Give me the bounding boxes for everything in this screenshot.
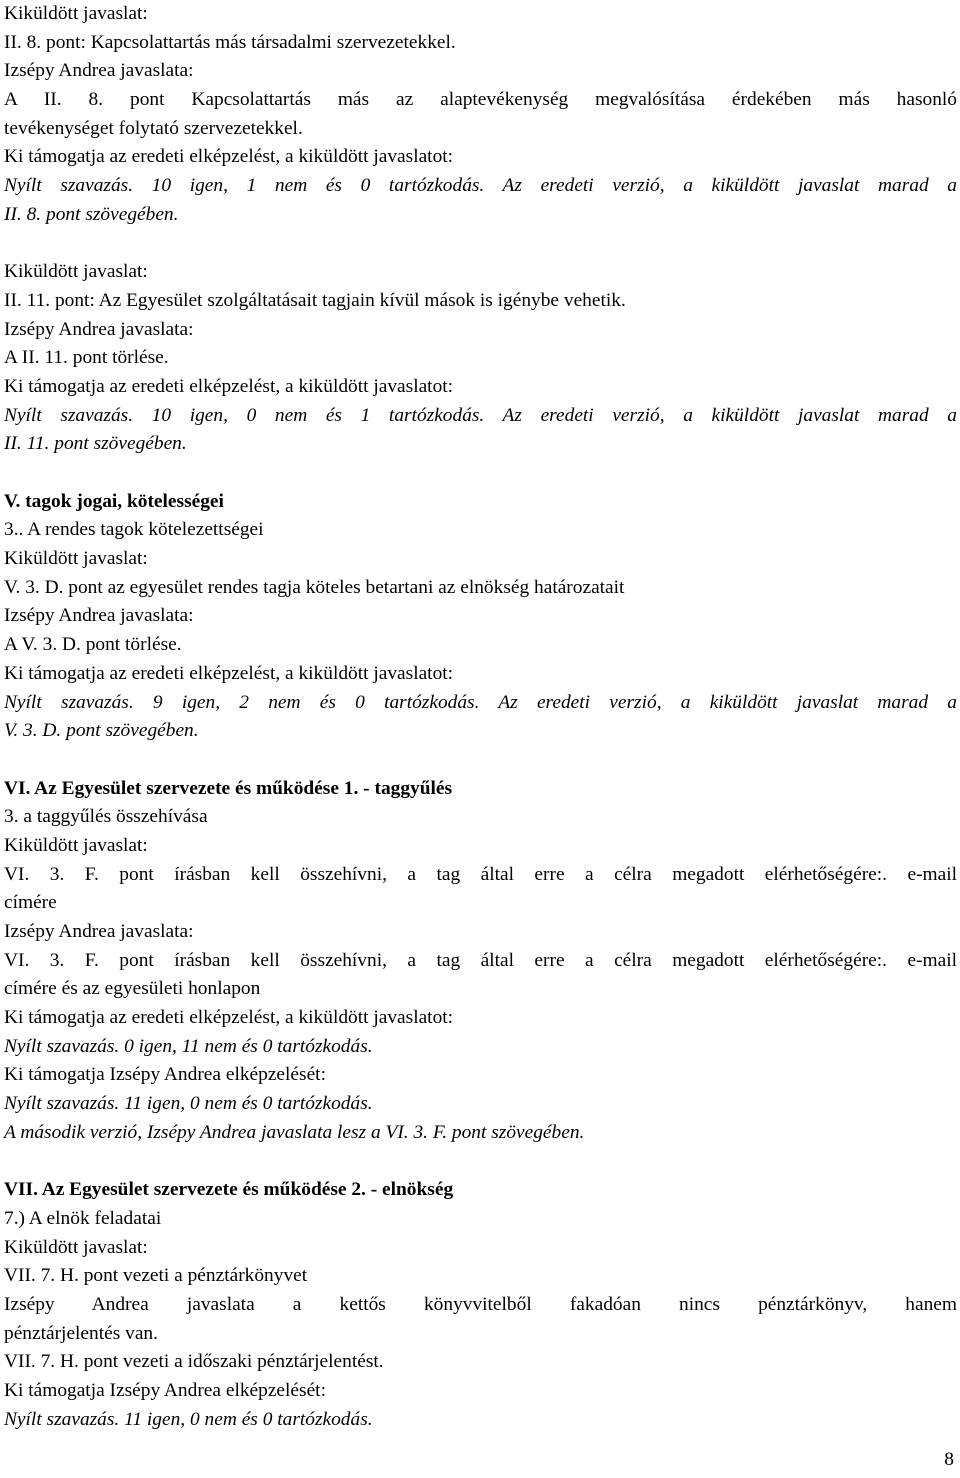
paragraph-gap — [4, 1148, 957, 1177]
text-line: címére és az egyesületi honlapon — [4, 978, 261, 1000]
text-line: A V. 3. D. pont törlése. — [4, 634, 182, 656]
vote-result-line: Nyílt szavazás. 10 igen, 1 nem és 0 tartózkodás. Az eredeti verzió, a kiküldött javaslat marad a — [4, 175, 957, 197]
vote-result-line: Nyílt szavazás. 9 igen, 2 nem és 0 tartózkodás. Az eredeti verzió, a kiküldött javaslat marad a — [4, 691, 957, 713]
text-line: tevékenységet folytató szervezetekkel. — [4, 117, 303, 139]
text-line: Kiküldött javaslat: — [4, 3, 148, 24]
text-line: Ki támogatja az eredeti elképzelést, a kiküldött javaslatot: — [4, 1007, 454, 1029]
text-line: 3. a taggyűlés összehívása — [4, 806, 208, 828]
page-number: 8 — [944, 1449, 954, 1470]
vote-result-line: Nyílt szavazás. 11 igen, 0 nem és 0 tartózkodás. — [4, 1093, 373, 1115]
text-line: II. 8. pont: Kapcsolattartás más társadalmi szervezetekkel. — [4, 31, 456, 53]
text-line: A II. 11. pont törlése. — [4, 347, 169, 369]
section-vi — [4, 775, 957, 1148]
text-line: Izsépy Andrea javaslata a kettős könyvvitelből fakadóan nincs pénztárkönyv, hanem — [4, 1293, 957, 1315]
text-line: Ki támogatja az eredeti elképzelést, a kiküldött javaslatot: — [4, 146, 454, 168]
paragraph-gap — [4, 230, 957, 259]
vote-result-line: Nyílt szavazás. 11 igen, 0 nem és 0 tartózkodás. — [4, 1408, 373, 1430]
text-line: VII. 7. H. pont vezeti a időszaki pénztárjelentést. — [4, 1351, 384, 1373]
text-line: Ki támogatja Izsépy Andrea elképzelését: — [4, 1064, 326, 1086]
paragraph-gap — [4, 459, 957, 488]
text-line: VI. 3. F. pont írásban kell összehívni, a tag által erre a célra megadott elérhetőségére:. e-mail — [4, 949, 957, 971]
section-v — [4, 488, 957, 746]
vote-result-line: II. 8. pont szövegében. — [4, 203, 179, 225]
text-line: Izsépy Andrea javaslata: — [4, 318, 194, 340]
text-line: 7.) A elnök feladatai — [4, 1207, 162, 1229]
text-line: VI. 3. F. pont írásban kell összehívni, a tag által erre a célra megadott elérhetőségére:. e-mail — [4, 863, 957, 885]
text-line: Izsépy Andrea javaslata: — [4, 60, 194, 82]
vote-result-line: V. 3. D. pont szövegében. — [4, 720, 199, 742]
section-ii-8 — [4, 0, 957, 230]
text-line: VII. 7. H. pont vezeti a pénztárkönyvet — [4, 1265, 308, 1287]
vote-result-line: Nyílt szavazás. 10 igen, 0 nem és 1 tartózkodás. Az eredeti verzió, a kiküldött javaslat marad a — [4, 404, 957, 426]
vote-result-line: A második verzió, Izsépy Andrea javaslata lesz a VI. 3. F. pont szövegében. — [4, 1121, 585, 1143]
section-heading: V. tagok jogai, kötelességei — [4, 490, 224, 512]
text-line: Ki támogatja Izsépy Andrea elképzelését: — [4, 1380, 326, 1401]
document-page — [4, 0, 957, 1434]
text-line: Izsépy Andrea javaslata: — [4, 921, 194, 942]
vote-result-line: II. 11. pont szövegében. — [4, 433, 187, 455]
text-line: Ki támogatja az eredeti elképzelést, a kiküldött javaslatot: — [4, 662, 454, 684]
text-line: címére — [4, 892, 57, 914]
text-line: Kiküldött javaslat: — [4, 834, 148, 856]
text-line: Kiküldött javaslat: — [4, 261, 148, 283]
text-line: Ki támogatja az eredeti elképzelést, a kiküldött javaslatot: — [4, 375, 454, 397]
paragraph-gap — [4, 746, 957, 775]
section-ii-11 — [4, 258, 957, 459]
text-line: V. 3. D. pont az egyesület rendes tagja köteles betartani az elnökség határozatait — [4, 576, 625, 598]
text-line: 3.. A rendes tagok kötelezettségei — [4, 519, 264, 541]
section-vii — [4, 1176, 957, 1434]
text-line: pénztárjelentés van. — [4, 1322, 158, 1344]
text-line: II. 11. pont: Az Egyesület szolgáltatásait tagjain kívül mások is igénybe vehetik. — [4, 289, 626, 311]
section-heading: VI. Az Egyesület szervezete és működése 1. - taggyűlés — [4, 777, 453, 799]
vote-result-line: Nyílt szavazás. 0 igen, 11 nem és 0 tartózkodás. — [4, 1035, 373, 1057]
section-heading: VII. Az Egyesület szervezete és működése 2. - elnökség — [4, 1179, 454, 1201]
text-line: Izsépy Andrea javaslata: — [4, 605, 194, 627]
text-line: Kiküldött javaslat: — [4, 548, 148, 570]
text-line: Kiküldött javaslat: — [4, 1236, 148, 1258]
text-line: A II. 8. pont Kapcsolattartás más az alaptevékenység megvalósítása érdekében más hasonló — [4, 89, 957, 111]
